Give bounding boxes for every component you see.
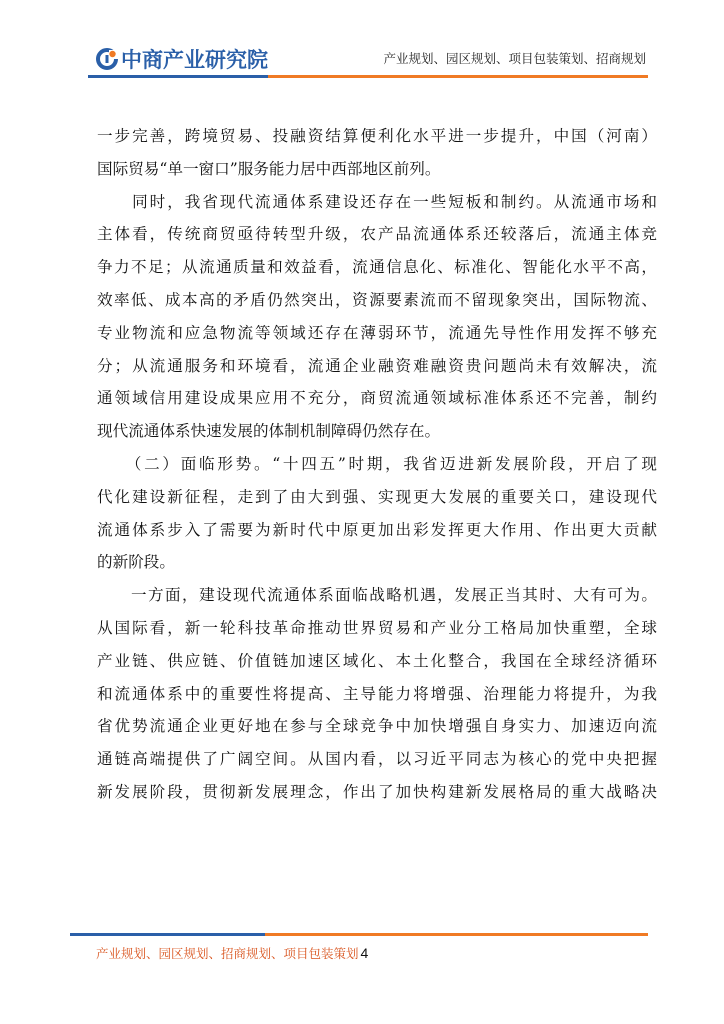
text-line: 现代流通体系快速发展的体制机制障碍仍然存在。 xyxy=(97,422,441,441)
text-line: 专业物流和应急物流等领域还存在薄弱环节，流通先导性作用发挥不够充 xyxy=(97,323,657,342)
text-line: 代化建设新征程，走到了由大到强、实现更大发展的重要关口，建设现代 xyxy=(97,487,657,506)
text-line: 效率低、成本高的矛盾仍然突出，资源要素流而不留现象突出，国际物流、 xyxy=(97,290,657,309)
text-line: 一方面，建设现代流通体系面临战略机遇，发展正当其时、大有可为。 xyxy=(97,586,657,605)
text-line: 通链高端提供了广阔空间。从国内看，以习近平同志为核心的党中央把握 xyxy=(97,750,657,769)
header-tagline: 产业规划、园区规划、项目包装策划、招商规划 xyxy=(383,51,646,66)
text-line: 争力不足；从流通质量和效益看，流通信息化、标准化、智能化水平不高， xyxy=(97,258,657,277)
text-line: 产业链、供应链、价值链加速区域化、本土化整合，我国在全球经济循环 xyxy=(97,651,657,670)
header-rule-blue xyxy=(88,75,268,78)
text-line: 通领域信用建设成果应用不充分，商贸流通领域标准体系还不完善，制约 xyxy=(97,389,657,408)
text-line: 流通体系步入了需要为新时代中原更加出彩发挥更大作用、作出更大贡献 xyxy=(97,520,657,539)
text-line: （二）面临形势。“十四五”时期，我省迈进新发展阶段，开启了现 xyxy=(97,454,657,473)
logo-mark-icon xyxy=(95,47,119,71)
header-rule-orange xyxy=(268,75,648,78)
page-header xyxy=(0,0,724,90)
text-line: 省优势流通企业更好地在参与全球竞争中加快增强自身实力、加速迈向流 xyxy=(97,717,657,736)
text-line: 分；从流通服务和环境看，流通企业融资难融资贵问题尚未有效解决，流 xyxy=(97,356,657,375)
page-number: 4 xyxy=(360,945,369,961)
text-line: 从国际看，新一轮科技革命推动世界贸易和产业分工格局加快重塑，全球 xyxy=(97,618,657,637)
text-line: 和流通体系中的重要性将提高、主导能力将增强、治理能力将提升，为我 xyxy=(97,684,657,703)
text-line: 的新阶段。 xyxy=(97,553,175,572)
text-line: 一步完善，跨境贸易、投融资结算便利化水平进一步提升，中国（河南） xyxy=(97,127,657,145)
text-line: 新发展阶段，贯彻新发展理念，作出了加快构建新发展格局的重大战略决 xyxy=(97,782,657,801)
footer-rule-orange xyxy=(265,933,648,936)
text-line: 同时，我省现代流通体系建设还存在一些短板和制约。从流通市场和 xyxy=(97,192,657,211)
text-line: 国际贸易“单一窗口”服务能力居中西部地区前列。 xyxy=(97,159,441,178)
company-logo xyxy=(95,44,268,74)
footer-rule-blue xyxy=(70,933,265,936)
logo-text: 中商产业研究院 xyxy=(121,48,268,72)
text-line: 主体看，传统商贸亟待转型升级，农产品流通体系还较落后，流通主体竞 xyxy=(97,225,657,244)
page-footer xyxy=(96,944,368,962)
document-body xyxy=(97,120,657,809)
footer-tagline: 产业规划、园区规划、招商规划、项目包装策划 xyxy=(96,946,359,961)
